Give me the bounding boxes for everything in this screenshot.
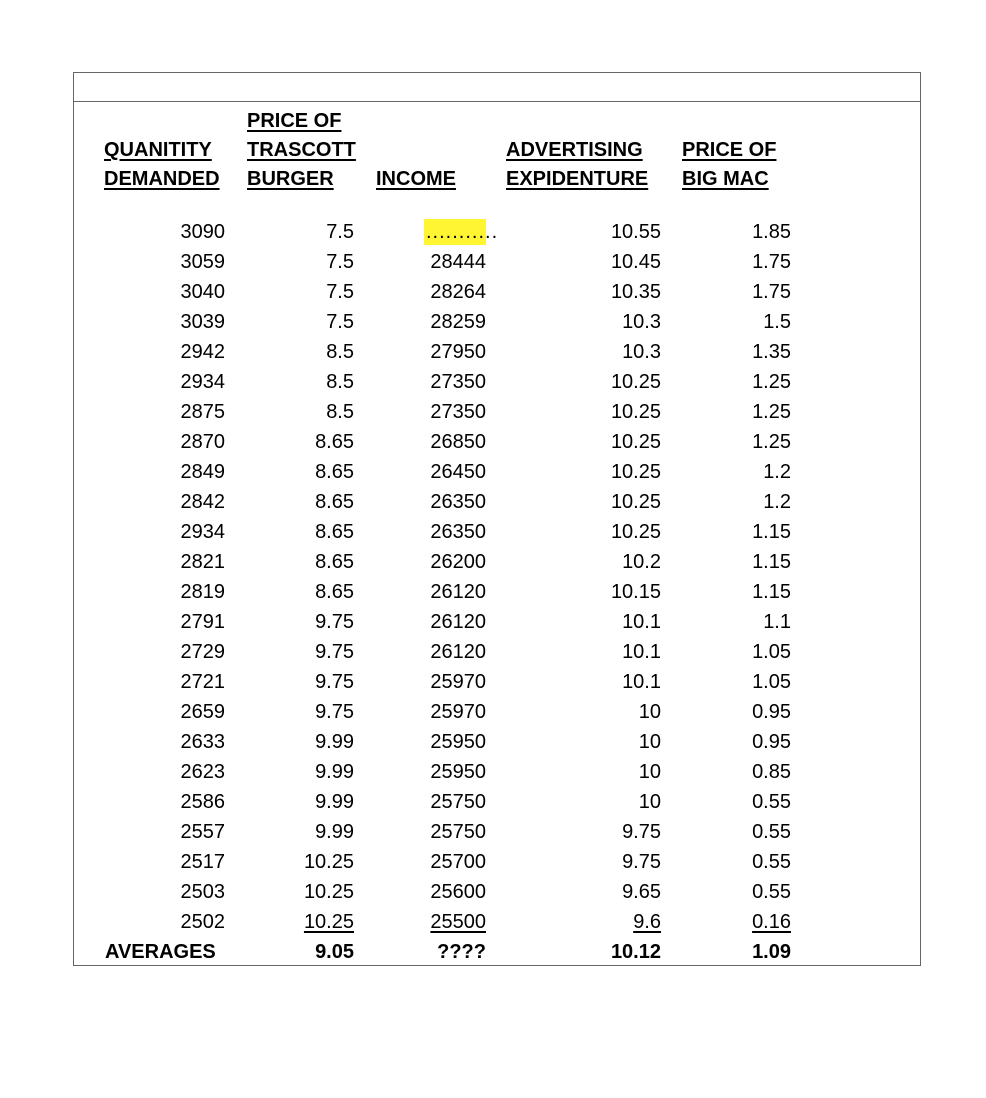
cell-income-value: 26200	[430, 551, 486, 573]
cell-price-big-mac	[704, 877, 791, 907]
cell-price-trascott-value: 8.65	[315, 551, 354, 573]
cell-price-big-mac	[704, 487, 791, 517]
cell-price-trascott-value: 8.5	[326, 371, 354, 393]
cell-advertising	[564, 307, 661, 337]
cell-price-big-mac	[704, 907, 791, 937]
cell-price-trascott	[264, 847, 354, 877]
cell-income	[404, 427, 486, 457]
table-row	[74, 757, 920, 787]
cell-advertising	[564, 487, 661, 517]
cell-quantity-demanded-value: 2934	[180, 371, 225, 393]
cell-price-trascott	[264, 547, 354, 577]
cell-price-big-mac-value: 1.85	[752, 221, 791, 243]
cell-price-big-mac-value: 0.16	[752, 911, 791, 933]
cell-quantity-demanded-value: 3059	[180, 251, 225, 273]
cell-advertising-value: 10.25	[610, 431, 661, 453]
cell-income	[404, 757, 486, 787]
header-income-line1: INCOME	[376, 168, 456, 190]
cell-quantity-demanded	[134, 277, 225, 307]
cell-advertising	[564, 337, 661, 367]
cell-advertising-value: 10.25	[610, 461, 661, 483]
cell-advertising-value: 10.3	[622, 311, 661, 333]
cell-advertising-value: 10.15	[610, 581, 661, 603]
cell-income	[404, 217, 499, 247]
cell-quantity-demanded	[134, 367, 225, 397]
cell-price-trascott	[264, 607, 354, 637]
cell-income	[404, 727, 486, 757]
table-row	[74, 307, 920, 337]
cell-price-big-mac-value: 1.15	[752, 581, 791, 603]
cell-price-trascott	[264, 577, 354, 607]
cell-quantity-demanded-value: 3040	[180, 281, 225, 303]
cell-price-trascott-value: 9.99	[315, 821, 354, 843]
cell-quantity-demanded	[134, 817, 225, 847]
cell-price-trascott-value: 9.99	[315, 761, 354, 783]
cell-price-trascott	[264, 427, 354, 457]
table-row	[74, 367, 920, 397]
cell-income	[404, 787, 486, 817]
cell-advertising-value: 10	[638, 761, 661, 783]
cell-advertising-value: 10	[638, 701, 661, 723]
cell-price-big-mac	[704, 247, 791, 277]
cell-income	[404, 577, 486, 607]
cell-price-trascott	[264, 817, 354, 847]
cell-price-big-mac-value: 1.2	[763, 461, 791, 483]
cell-income	[404, 307, 486, 337]
cell-price-trascott-value: 8.65	[315, 581, 354, 603]
cell-income	[404, 337, 486, 367]
average-advertising: 10.12	[610, 941, 661, 963]
cell-price-trascott-value: 9.75	[315, 611, 354, 633]
average-income: ????	[437, 941, 486, 963]
cell-quantity-demanded	[134, 697, 225, 727]
cell-income	[404, 367, 486, 397]
header-price-big-mac	[682, 136, 776, 194]
cell-price-big-mac	[704, 637, 791, 667]
header-quantity-demanded	[104, 136, 220, 194]
cell-income-value: 25750	[430, 791, 486, 813]
cell-advertising	[564, 517, 661, 547]
cell-price-trascott	[264, 667, 354, 697]
cell-quantity-demanded-value: 2503	[180, 881, 225, 903]
cell-advertising-value: 10.1	[622, 671, 661, 693]
cell-income-value: 26350	[430, 521, 486, 543]
table-row	[74, 547, 920, 577]
cell-price-trascott-value: 9.75	[315, 671, 354, 693]
cell-quantity-demanded-value: 2819	[180, 581, 225, 603]
cell-advertising-value: 10.25	[610, 521, 661, 543]
cell-price-trascott	[264, 877, 354, 907]
cell-quantity-demanded	[134, 727, 225, 757]
table-top-band	[74, 73, 920, 102]
cell-price-trascott	[264, 397, 354, 427]
cell-advertising	[564, 277, 661, 307]
cell-price-big-mac	[704, 337, 791, 367]
cell-price-big-mac-value: 1.05	[752, 671, 791, 693]
cell-advertising	[564, 367, 661, 397]
cell-quantity-demanded-value: 2557	[180, 821, 225, 843]
table-row	[74, 457, 920, 487]
cell-price-big-mac	[704, 787, 791, 817]
cell-advertising-value: 10	[638, 731, 661, 753]
cell-quantity-demanded	[134, 247, 225, 277]
cell-quantity-demanded	[134, 787, 225, 817]
cell-income-value: 26450	[430, 461, 486, 483]
cell-advertising	[564, 637, 661, 667]
cell-price-big-mac-value: 1.5	[763, 311, 791, 333]
cell-advertising	[564, 817, 661, 847]
cell-quantity-demanded	[134, 217, 225, 247]
cell-advertising-value: 9.75	[622, 821, 661, 843]
cell-advertising	[564, 247, 661, 277]
header-income	[376, 165, 456, 194]
cell-price-big-mac	[704, 547, 791, 577]
cell-quantity-demanded	[134, 607, 225, 637]
cell-price-big-mac	[704, 727, 791, 757]
cell-quantity-demanded-value: 2502	[180, 911, 225, 933]
cell-advertising	[564, 577, 661, 607]
cell-price-trascott-value: 7.5	[326, 251, 354, 273]
cell-income	[404, 247, 486, 277]
cell-income-value: 28264	[430, 281, 486, 303]
cell-price-big-mac	[704, 847, 791, 877]
cell-price-big-mac-value: 1.25	[752, 401, 791, 423]
table-row	[74, 697, 920, 727]
cell-price-trascott-value: 8.65	[315, 521, 354, 543]
cell-advertising-value: 10.55	[610, 221, 661, 243]
table-row	[74, 787, 920, 817]
cell-quantity-demanded-value: 3090	[180, 221, 225, 243]
table-row	[74, 397, 920, 427]
cell-quantity-demanded-value: 2721	[180, 671, 225, 693]
cell-income	[404, 607, 486, 637]
cell-price-trascott	[264, 697, 354, 727]
header-price-trascott-burger	[247, 107, 356, 194]
cell-income	[404, 817, 486, 847]
cell-price-trascott-value: 8.5	[326, 401, 354, 423]
cell-quantity-demanded	[134, 517, 225, 547]
header-price-line2: TRASCOTT	[247, 139, 356, 161]
cell-price-big-mac-value: 1.25	[752, 431, 791, 453]
table-row	[74, 637, 920, 667]
cell-price-trascott	[264, 307, 354, 337]
cell-quantity-demanded-value: 2842	[180, 491, 225, 513]
cell-income	[404, 667, 486, 697]
cell-income-value: 27350	[430, 371, 486, 393]
cell-advertising-value: 10.2	[622, 551, 661, 573]
cell-quantity-demanded-value: 3039	[180, 311, 225, 333]
cell-price-big-mac-value: 0.55	[752, 821, 791, 843]
cell-price-trascott-value: 7.5	[326, 221, 354, 243]
cell-price-trascott	[264, 907, 354, 937]
cell-price-trascott	[264, 757, 354, 787]
average-price-trascott: 9.05	[315, 941, 354, 963]
cell-advertising	[564, 427, 661, 457]
cell-advertising-value: 9.6	[633, 911, 661, 933]
cell-income	[404, 637, 486, 667]
cell-price-big-mac	[704, 277, 791, 307]
cell-advertising	[564, 667, 661, 697]
cell-advertising	[564, 847, 661, 877]
cell-income-value: 25500	[430, 911, 486, 933]
cell-quantity-demanded	[134, 907, 225, 937]
table-row	[74, 877, 920, 907]
cell-income	[404, 697, 486, 727]
cell-price-big-mac	[704, 217, 791, 247]
cell-price-big-mac	[704, 457, 791, 487]
cell-quantity-demanded	[134, 397, 225, 427]
cell-quantity-demanded-value: 2875	[180, 401, 225, 423]
cell-income-value: 28444	[430, 251, 486, 273]
cell-quantity-demanded	[134, 637, 225, 667]
cell-price-big-mac-value: 1.25	[752, 371, 791, 393]
cell-quantity-demanded	[134, 757, 225, 787]
cell-price-trascott-value: 7.5	[326, 311, 354, 333]
cell-advertising-value: 10.25	[610, 401, 661, 423]
cell-quantity-demanded-value: 2934	[180, 521, 225, 543]
cell-advertising	[564, 397, 661, 427]
header-bigmac-line1: PRICE OF	[682, 139, 777, 161]
cell-quantity-demanded-value: 2870	[180, 431, 225, 453]
data-table-frame	[73, 72, 921, 966]
table-row	[74, 247, 920, 277]
table-row	[74, 907, 920, 937]
cell-price-big-mac-value: 1.05	[752, 641, 791, 663]
cell-quantity-demanded	[134, 337, 225, 367]
cell-quantity-demanded-value: 2586	[180, 791, 225, 813]
cell-advertising	[564, 907, 661, 937]
cell-income-value: 25600	[430, 881, 486, 903]
cell-price-big-mac	[704, 697, 791, 727]
header-advertising-expenditure	[506, 136, 648, 194]
table-row	[74, 217, 920, 247]
table-row	[74, 607, 920, 637]
table-row	[74, 337, 920, 367]
cell-advertising-value: 10	[638, 791, 661, 813]
cell-price-big-mac-value: 1.35	[752, 341, 791, 363]
cell-price-trascott-value: 9.99	[315, 731, 354, 753]
cell-price-big-mac	[704, 667, 791, 697]
cell-advertising	[564, 787, 661, 817]
cell-price-big-mac-value: 1.1	[763, 611, 791, 633]
cell-advertising	[564, 697, 661, 727]
cell-income-value: 27350	[430, 401, 486, 423]
cell-price-big-mac	[704, 367, 791, 397]
table-row	[74, 517, 920, 547]
cell-income-value: 25950	[430, 761, 486, 783]
cell-quantity-demanded-value: 2942	[180, 341, 225, 363]
cell-price-big-mac	[704, 577, 791, 607]
cell-quantity-demanded-value: 2849	[180, 461, 225, 483]
header-quantity-line1: QUANITITY	[104, 139, 212, 161]
cell-price-trascott	[264, 457, 354, 487]
cell-quantity-demanded	[134, 577, 225, 607]
cell-price-trascott-value: 10.25	[303, 911, 354, 933]
table-row	[74, 487, 920, 517]
header-advertising-line1: ADVERTISING	[506, 139, 643, 161]
cell-income-value: 26120	[430, 611, 486, 633]
cell-income-value: 25970	[430, 671, 486, 693]
cell-price-big-mac-value: 0.55	[752, 851, 791, 873]
table-row	[74, 667, 920, 697]
cell-quantity-demanded	[134, 847, 225, 877]
table-row	[74, 817, 920, 847]
cell-advertising-value: 10.25	[610, 491, 661, 513]
cell-advertising	[564, 547, 661, 577]
cell-advertising-value: 10.1	[622, 641, 661, 663]
cell-quantity-demanded-value: 2791	[180, 611, 225, 633]
cell-income	[404, 457, 486, 487]
cell-quantity-demanded	[134, 427, 225, 457]
cell-advertising-value: 10.3	[622, 341, 661, 363]
cell-price-big-mac	[704, 307, 791, 337]
cell-price-big-mac-value: 0.55	[752, 881, 791, 903]
cell-price-big-mac-value: 0.95	[752, 731, 791, 753]
cell-price-trascott-value: 9.75	[315, 701, 354, 723]
cell-income-value: 25950	[430, 731, 486, 753]
cell-advertising-value: 9.75	[622, 851, 661, 873]
cell-price-big-mac-value: 1.75	[752, 281, 791, 303]
cell-income	[404, 547, 486, 577]
averages-row	[74, 937, 920, 967]
table-row	[74, 277, 920, 307]
cell-price-trascott-value: 8.5	[326, 341, 354, 363]
cell-advertising	[564, 607, 661, 637]
cell-advertising	[564, 217, 661, 247]
cell-income	[404, 517, 486, 547]
cell-advertising-value: 10.25	[610, 371, 661, 393]
cell-income-value: 26350	[430, 491, 486, 513]
cell-advertising-value: 9.65	[622, 881, 661, 903]
cell-price-big-mac	[704, 607, 791, 637]
cell-price-trascott	[264, 217, 354, 247]
cell-income-value: 25970	[430, 701, 486, 723]
cell-price-big-mac	[704, 517, 791, 547]
cell-quantity-demanded	[134, 547, 225, 577]
data-rows	[74, 217, 920, 967]
cell-price-trascott-value: 10.25	[303, 851, 354, 873]
cell-price-big-mac-value: 0.85	[752, 761, 791, 783]
cell-quantity-demanded-value: 2633	[180, 731, 225, 753]
cell-price-trascott-value: 9.75	[315, 641, 354, 663]
cell-income-value: 25750	[430, 821, 486, 843]
header-price-line1: PRICE OF	[247, 110, 342, 132]
cell-quantity-demanded-value: 2729	[180, 641, 225, 663]
cell-income	[404, 877, 486, 907]
cell-quantity-demanded-value: 2517	[180, 851, 225, 873]
header-advertising-line2: EXPIDENTURE	[506, 168, 649, 190]
cell-price-big-mac-value: 0.55	[752, 791, 791, 813]
table-row	[74, 427, 920, 457]
cell-income	[404, 847, 486, 877]
cell-price-trascott	[264, 727, 354, 757]
cell-price-trascott-value: 7.5	[326, 281, 354, 303]
cell-income	[404, 487, 486, 517]
table-row	[74, 727, 920, 757]
cell-advertising	[564, 727, 661, 757]
cell-price-trascott-value: 8.65	[315, 491, 354, 513]
cell-quantity-demanded	[134, 487, 225, 517]
cell-advertising	[564, 757, 661, 787]
cell-income	[404, 907, 486, 937]
cell-quantity-demanded-value: 2623	[180, 761, 225, 783]
cell-price-trascott-value: 8.65	[315, 461, 354, 483]
cell-price-trascott-value: 8.65	[315, 431, 354, 453]
cell-price-big-mac	[704, 427, 791, 457]
cell-price-big-mac-value: 1.15	[752, 551, 791, 573]
cell-income-value: 26850	[430, 431, 486, 453]
cell-price-trascott-value: 9.99	[315, 791, 354, 813]
cell-price-big-mac	[704, 397, 791, 427]
averages-label: AVERAGES	[105, 941, 216, 963]
cell-quantity-demanded	[134, 307, 225, 337]
cell-price-trascott	[264, 637, 354, 667]
cell-price-big-mac	[704, 817, 791, 847]
cell-quantity-demanded	[134, 877, 225, 907]
cell-quantity-demanded-value: 2659	[180, 701, 225, 723]
cell-price-big-mac-value: 0.95	[752, 701, 791, 723]
cell-price-trascott	[264, 337, 354, 367]
cell-income	[404, 397, 486, 427]
cell-price-trascott	[264, 487, 354, 517]
header-bigmac-line2: BIG MAC	[682, 168, 769, 190]
cell-price-big-mac-value: 1.75	[752, 251, 791, 273]
cell-income-value: 28259	[430, 311, 486, 333]
cell-advertising	[564, 877, 661, 907]
cell-price-trascott	[264, 517, 354, 547]
cell-price-trascott	[264, 277, 354, 307]
header-quantity-line2: DEMANDED	[104, 168, 220, 190]
cell-price-trascott	[264, 247, 354, 277]
header-price-line3: BURGER	[247, 168, 334, 190]
cell-advertising	[564, 457, 661, 487]
cell-price-big-mac	[704, 757, 791, 787]
cell-quantity-demanded	[134, 667, 225, 697]
cell-price-big-mac-value: 1.2	[763, 491, 791, 513]
cell-price-trascott	[264, 367, 354, 397]
cell-income	[404, 277, 486, 307]
cell-quantity-demanded-value: 2821	[180, 551, 225, 573]
average-price-big-mac: 1.09	[752, 941, 791, 963]
table-row	[74, 577, 920, 607]
cell-price-trascott	[264, 787, 354, 817]
missing-income-placeholder: ...........	[426, 221, 499, 243]
cell-income-value: 26120	[430, 641, 486, 663]
table-row	[74, 847, 920, 877]
cell-income-value: 26120	[430, 581, 486, 603]
cell-advertising-value: 10.1	[622, 611, 661, 633]
cell-price-big-mac-value: 1.15	[752, 521, 791, 543]
cell-quantity-demanded	[134, 457, 225, 487]
cell-income-value: 25700	[430, 851, 486, 873]
cell-advertising-value: 10.35	[610, 281, 661, 303]
cell-income-value: 27950	[430, 341, 486, 363]
cell-price-trascott-value: 10.25	[303, 881, 354, 903]
cell-advertising-value: 10.45	[610, 251, 661, 273]
